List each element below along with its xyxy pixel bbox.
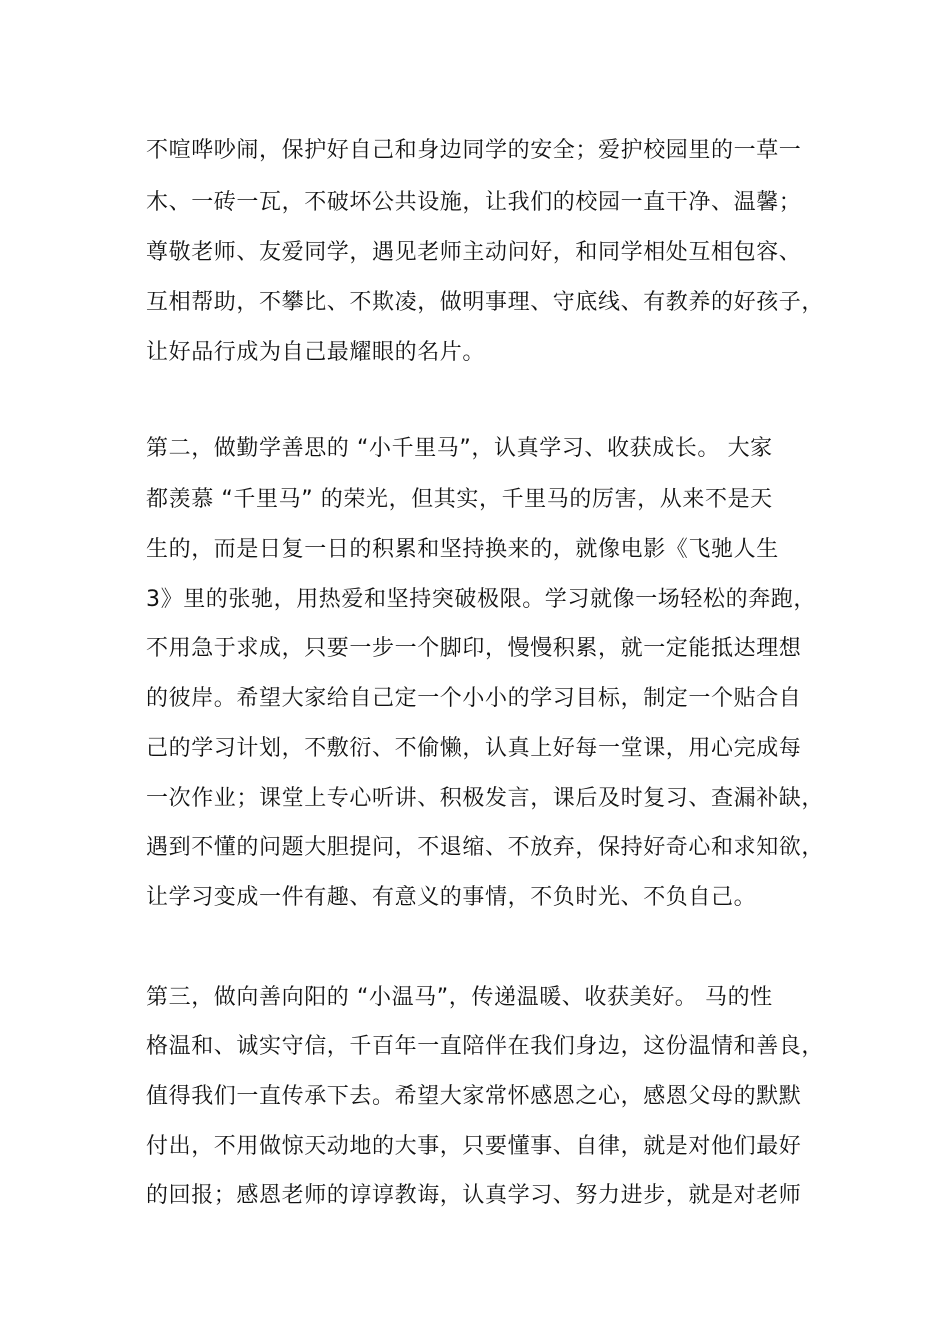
paragraph-2-line-6: 的彼岸。希望大家给自己定一个小小的学习目标，制定一个贴合自	[146, 686, 802, 711]
paragraph-3-line-4: 付出，不用做惊天动地的大事，只要懂事、自律，就是对他们最好	[146, 1134, 802, 1159]
paragraph-2-line-1: 第二，做勤学善思的 “小千里马”，认真学习、收获成长。 大家	[146, 436, 773, 461]
paragraph-2-line-2: 都羡慕 “千里马” 的荣光，但其实，千里马的厉害，从来不是天	[146, 487, 773, 512]
paragraph-2-line-9: 遇到不懂的问题大胆提问，不退缩、不放弃，保持好奇心和求知欲，	[146, 835, 825, 860]
paragraph-2-line-5: 不用急于求成，只要一步一个脚印，慢慢积累，就一定能抵达理想	[146, 636, 802, 661]
paragraph-1-line-3: 尊敬老师、友爱同学，遇见老师主动问好，和同学相处互相包容、	[146, 240, 802, 265]
paragraph-2-line-3: 生的，而是日复一日的积累和坚持换来的，就像电影《飞驰人生	[146, 537, 779, 562]
paragraph-1-line-4: 互相帮助，不攀比、不欺凌，做明事理、守底线、有教养的好孩子，	[146, 290, 825, 315]
paragraph-3-line-3: 值得我们一直传承下去。希望大家常怀感恩之心，感恩父母的默默	[146, 1084, 802, 1109]
paragraph-3-line-1: 第三，做向善向阳的 “小温马”，传递温暖、收获美好。 马的性	[146, 985, 773, 1010]
paragraph-2-line-10: 让学习变成一件有趣、有意义的事情，不负时光、不负自己。	[146, 885, 757, 910]
paragraph-2-line-7: 己的学习计划，不敷衍、不偷懒，认真上好每一堂课，用心完成每	[146, 736, 802, 761]
paragraph-3-line-2: 格温和、诚实守信，千百年一直陪伴在我们身边，这份温情和善良，	[146, 1034, 825, 1059]
paragraph-1-line-1: 不喧哗吵闹，保护好自己和身边同学的安全；爱护校园里的一草一	[146, 138, 802, 163]
paragraph-3-line-5: 的回报；感恩老师的谆谆教诲，认真学习、努力进步，就是对老师	[146, 1183, 802, 1208]
paragraph-1-line-2: 木、一砖一瓦，不破坏公共设施，让我们的校园一直干净、温馨；	[146, 190, 802, 215]
paragraph-2-line-4: 3》里的张驰，用热爱和坚持突破极限。学习就像一场轻松的奔跑，	[146, 587, 816, 612]
paragraph-2-line-8: 一次作业；课堂上专心听讲、积极发言，课后及时复习、查漏补缺，	[146, 786, 825, 811]
paragraph-1-line-5: 让好品行成为自己最耀眼的名片。	[146, 340, 486, 365]
